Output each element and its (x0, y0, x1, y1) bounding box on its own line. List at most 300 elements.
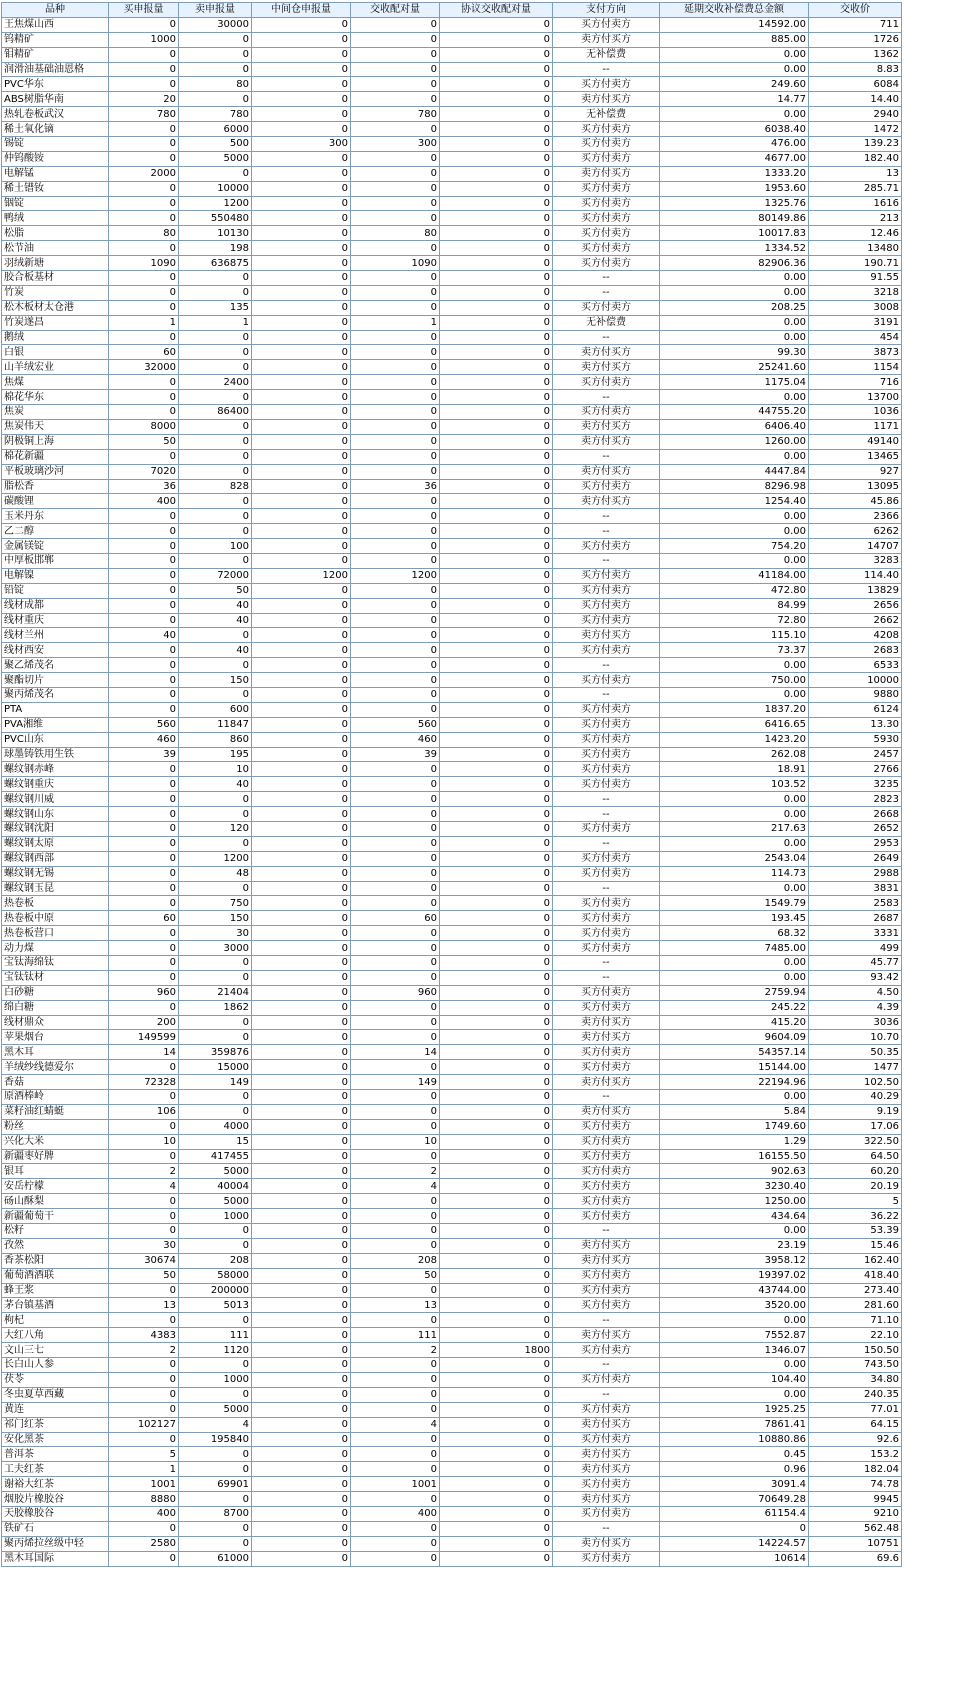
cell-variety: 香茶松阳 (2, 1253, 109, 1268)
cell-variety: 动力煤 (2, 941, 109, 956)
cell-agreement-matched-qty: 0 (440, 762, 553, 777)
cell-compensation-total: 0.00 (660, 47, 809, 62)
cell-compensation-total: 14592.00 (660, 17, 809, 32)
header-variety: 品种 (2, 3, 109, 18)
cell-delivery-price: 454 (809, 330, 902, 345)
cell-matched-qty: 0 (351, 643, 440, 658)
cell-variety: 天胶橡胶谷 (2, 1506, 109, 1521)
cell-variety: 文山三七 (2, 1343, 109, 1358)
cell-matched-qty: 13 (351, 1298, 440, 1313)
cell-compensation-total: 1925.25 (660, 1402, 809, 1417)
cell-variety: 白银 (2, 345, 109, 360)
cell-matched-qty: 0 (351, 1104, 440, 1119)
cell-compensation-total: 0 (660, 1521, 809, 1536)
cell-matched-qty: 1200 (351, 568, 440, 583)
cell-variety: 王焦煤山西 (2, 17, 109, 32)
cell-delivery-price: 53.39 (809, 1224, 902, 1239)
cell-buy-declared: 0 (109, 1551, 179, 1566)
cell-agreement-matched-qty: 0 (440, 151, 553, 166)
cell-payment-direction: 买方付卖方 (553, 375, 660, 390)
cell-agreement-matched-qty: 0 (440, 807, 553, 822)
cell-payment-direction: 买方付卖方 (553, 1432, 660, 1447)
cell-variety: 祁门红茶 (2, 1417, 109, 1432)
cell-agreement-matched-qty: 0 (440, 92, 553, 107)
cell-matched-qty: 0 (351, 687, 440, 702)
table-row (2, 613, 902, 628)
cell-matched-qty: 208 (351, 1253, 440, 1268)
cell-intermediate-declared: 0 (252, 1000, 351, 1015)
cell-agreement-matched-qty: 0 (440, 1462, 553, 1477)
cell-payment-direction: 买方付卖方 (553, 941, 660, 956)
cell-intermediate-declared: 0 (252, 390, 351, 405)
cell-payment-direction: -- (553, 390, 660, 405)
cell-buy-declared: 2 (109, 1343, 179, 1358)
cell-matched-qty: 0 (351, 271, 440, 286)
table-row (2, 1358, 902, 1373)
cell-payment-direction: -- (553, 524, 660, 539)
table-row (2, 1313, 902, 1328)
cell-agreement-matched-qty: 0 (440, 866, 553, 881)
cell-intermediate-declared: 0 (252, 956, 351, 971)
table-row (2, 1104, 902, 1119)
delivery-compensation-table (1, 2, 902, 1567)
cell-buy-declared: 960 (109, 985, 179, 1000)
cell-sell-declared: 111 (179, 1328, 252, 1343)
cell-intermediate-declared: 0 (252, 122, 351, 137)
cell-payment-direction: 卖方付买方 (553, 1417, 660, 1432)
cell-variety: 聚酯切片 (2, 673, 109, 688)
cell-intermediate-declared: 0 (252, 166, 351, 181)
cell-variety: 棉花华东 (2, 390, 109, 405)
cell-buy-declared: 2580 (109, 1536, 179, 1551)
cell-sell-declared: 0 (179, 360, 252, 375)
cell-variety: 中厚板邯郸 (2, 553, 109, 568)
cell-variety: 谢裕大红茶 (2, 1477, 109, 1492)
table-row (2, 1283, 902, 1298)
cell-matched-qty: 0 (351, 1194, 440, 1209)
cell-compensation-total: 0.00 (660, 792, 809, 807)
cell-variety: 宝钛钛材 (2, 970, 109, 985)
cell-sell-declared: 0 (179, 1238, 252, 1253)
cell-buy-declared: 0 (109, 196, 179, 211)
cell-delivery-price: 2649 (809, 851, 902, 866)
cell-payment-direction: -- (553, 449, 660, 464)
cell-delivery-price: 91.55 (809, 271, 902, 286)
table-row (2, 62, 902, 77)
cell-sell-declared: 0 (179, 271, 252, 286)
cell-agreement-matched-qty: 0 (440, 687, 553, 702)
header-delivery-price: 交收价 (809, 3, 902, 18)
cell-intermediate-declared: 0 (252, 479, 351, 494)
cell-compensation-total: 0.00 (660, 970, 809, 985)
cell-matched-qty: 0 (351, 673, 440, 688)
cell-intermediate-declared: 0 (252, 375, 351, 390)
cell-variety: 兴化大米 (2, 1134, 109, 1149)
cell-delivery-price: 4208 (809, 628, 902, 643)
cell-sell-declared: 208 (179, 1253, 252, 1268)
cell-payment-direction: 买方付卖方 (553, 1283, 660, 1298)
cell-compensation-total: 43744.00 (660, 1283, 809, 1298)
cell-buy-declared: 560 (109, 717, 179, 732)
cell-matched-qty: 1001 (351, 1477, 440, 1492)
cell-compensation-total: 16155.50 (660, 1149, 809, 1164)
cell-agreement-matched-qty: 0 (440, 464, 553, 479)
cell-compensation-total: 1254.40 (660, 494, 809, 509)
cell-intermediate-declared: 0 (252, 1045, 351, 1060)
cell-matched-qty: 0 (351, 762, 440, 777)
cell-sell-declared: 50 (179, 583, 252, 598)
table-row (2, 1090, 902, 1105)
cell-payment-direction: 买方付卖方 (553, 479, 660, 494)
cell-delivery-price: 9.19 (809, 1104, 902, 1119)
cell-intermediate-declared: 0 (252, 1313, 351, 1328)
cell-sell-declared: 0 (179, 47, 252, 62)
cell-variety: 烟胶片橡胶谷 (2, 1492, 109, 1507)
cell-buy-declared: 1000 (109, 32, 179, 47)
table-row (2, 643, 902, 658)
cell-matched-qty: 0 (351, 807, 440, 822)
cell-matched-qty: 0 (351, 1551, 440, 1566)
cell-agreement-matched-qty: 0 (440, 851, 553, 866)
cell-buy-declared: 0 (109, 866, 179, 881)
cell-agreement-matched-qty: 0 (440, 1551, 553, 1566)
cell-variety: 松脂 (2, 226, 109, 241)
cell-matched-qty: 0 (351, 1090, 440, 1105)
cell-buy-declared: 0 (109, 1402, 179, 1417)
cell-payment-direction: 卖方付买方 (553, 166, 660, 181)
cell-compensation-total: 9604.09 (660, 1030, 809, 1045)
cell-payment-direction: -- (553, 956, 660, 971)
cell-variety: 蜂王浆 (2, 1283, 109, 1298)
cell-variety: 羽绒新塘 (2, 256, 109, 271)
cell-sell-declared: 0 (179, 509, 252, 524)
table-row (2, 1462, 902, 1477)
cell-intermediate-declared: 0 (252, 196, 351, 211)
cell-payment-direction: 卖方付买方 (553, 628, 660, 643)
cell-agreement-matched-qty: 0 (440, 568, 553, 583)
cell-matched-qty: 0 (351, 196, 440, 211)
cell-compensation-total: 0.00 (660, 271, 809, 286)
cell-compensation-total: 434.64 (660, 1209, 809, 1224)
table-row (2, 717, 902, 732)
cell-buy-declared: 0 (109, 792, 179, 807)
cell-agreement-matched-qty: 0 (440, 285, 553, 300)
cell-variety: 线材成都 (2, 598, 109, 613)
cell-compensation-total: 0.00 (660, 1358, 809, 1373)
cell-delivery-price: 71.10 (809, 1313, 902, 1328)
cell-variety: 电解镍 (2, 568, 109, 583)
cell-payment-direction: 买方付卖方 (553, 151, 660, 166)
cell-buy-declared: 106 (109, 1104, 179, 1119)
cell-compensation-total: 18.91 (660, 762, 809, 777)
cell-sell-declared: 5000 (179, 1194, 252, 1209)
cell-buy-declared: 460 (109, 732, 179, 747)
table-row (2, 1477, 902, 1492)
cell-buy-declared: 4383 (109, 1328, 179, 1343)
cell-variety: PTA (2, 702, 109, 717)
cell-payment-direction: 卖方付买方 (553, 32, 660, 47)
table-row (2, 77, 902, 92)
cell-compensation-total: 0.00 (660, 330, 809, 345)
table-row (2, 315, 902, 330)
cell-agreement-matched-qty: 0 (440, 419, 553, 434)
header-intermediate-declared: 中间仓申报量 (252, 3, 351, 18)
cell-sell-declared: 500 (179, 137, 252, 152)
cell-delivery-price: 64.15 (809, 1417, 902, 1432)
cell-sell-declared: 0 (179, 956, 252, 971)
cell-delivery-price: 139.23 (809, 137, 902, 152)
header-row (2, 3, 902, 18)
cell-variety: 螺纹钢川威 (2, 792, 109, 807)
cell-variety: 铅锭 (2, 583, 109, 598)
cell-agreement-matched-qty: 0 (440, 1015, 553, 1030)
cell-compensation-total: 54357.14 (660, 1045, 809, 1060)
cell-sell-declared: 69901 (179, 1477, 252, 1492)
cell-sell-declared: 200000 (179, 1283, 252, 1298)
cell-buy-declared: 0 (109, 881, 179, 896)
cell-matched-qty: 0 (351, 1283, 440, 1298)
cell-intermediate-declared: 0 (252, 1209, 351, 1224)
cell-sell-declared: 0 (179, 1015, 252, 1030)
cell-payment-direction: 买方付卖方 (553, 732, 660, 747)
cell-intermediate-declared: 0 (252, 1447, 351, 1462)
cell-variety: 绵白糖 (2, 1000, 109, 1015)
cell-agreement-matched-qty: 0 (440, 1253, 553, 1268)
cell-payment-direction: -- (553, 881, 660, 896)
cell-intermediate-declared: 0 (252, 1343, 351, 1358)
cell-variety: 安化黑茶 (2, 1432, 109, 1447)
cell-buy-declared: 0 (109, 970, 179, 985)
cell-delivery-price: 5 (809, 1194, 902, 1209)
cell-sell-declared: 30 (179, 926, 252, 941)
cell-matched-qty: 0 (351, 881, 440, 896)
cell-sell-declared: 0 (179, 390, 252, 405)
cell-agreement-matched-qty: 0 (440, 1492, 553, 1507)
cell-agreement-matched-qty: 0 (440, 32, 553, 47)
cell-sell-declared: 86400 (179, 405, 252, 420)
cell-payment-direction: 买方付卖方 (553, 1343, 660, 1358)
cell-buy-declared: 200 (109, 1015, 179, 1030)
table-row (2, 181, 902, 196)
cell-buy-declared: 149599 (109, 1030, 179, 1045)
cell-intermediate-declared: 0 (252, 360, 351, 375)
cell-buy-declared: 0 (109, 62, 179, 77)
cell-buy-declared: 0 (109, 509, 179, 524)
table-row (2, 1209, 902, 1224)
cell-delivery-price: 213 (809, 211, 902, 226)
cell-variety: 松节油 (2, 241, 109, 256)
cell-buy-declared: 0 (109, 702, 179, 717)
header-payment-direction: 支付方向 (553, 3, 660, 18)
cell-sell-declared: 1000 (179, 1209, 252, 1224)
cell-agreement-matched-qty: 0 (440, 1209, 553, 1224)
cell-payment-direction: 无补偿费 (553, 47, 660, 62)
cell-intermediate-declared: 0 (252, 107, 351, 122)
cell-delivery-price: 190.71 (809, 256, 902, 271)
cell-buy-declared: 0 (109, 151, 179, 166)
cell-compensation-total: 902.63 (660, 1164, 809, 1179)
cell-delivery-price: 273.40 (809, 1283, 902, 1298)
cell-delivery-price: 1362 (809, 47, 902, 62)
cell-intermediate-declared: 0 (252, 1283, 351, 1298)
cell-variety: 乙二醇 (2, 524, 109, 539)
cell-variety: 螺纹钢山东 (2, 807, 109, 822)
cell-buy-declared: 0 (109, 583, 179, 598)
cell-compensation-total: 41184.00 (660, 568, 809, 583)
cell-buy-declared: 36 (109, 479, 179, 494)
cell-intermediate-declared: 0 (252, 1119, 351, 1134)
cell-compensation-total: 80149.86 (660, 211, 809, 226)
cell-compensation-total: 10880.86 (660, 1432, 809, 1447)
cell-payment-direction: 买方付卖方 (553, 1551, 660, 1566)
cell-delivery-price: 2652 (809, 821, 902, 836)
cell-intermediate-declared: 0 (252, 553, 351, 568)
cell-payment-direction: 买方付卖方 (553, 137, 660, 152)
cell-intermediate-declared: 0 (252, 687, 351, 702)
table-row (2, 553, 902, 568)
cell-compensation-total: 3958.12 (660, 1253, 809, 1268)
cell-sell-declared: 3000 (179, 941, 252, 956)
cell-intermediate-declared: 0 (252, 47, 351, 62)
cell-intermediate-declared: 0 (252, 732, 351, 747)
table-row (2, 1328, 902, 1343)
cell-buy-declared: 60 (109, 911, 179, 926)
cell-compensation-total: 4677.00 (660, 151, 809, 166)
table-row (2, 1179, 902, 1194)
cell-compensation-total: 68.32 (660, 926, 809, 941)
table-row (2, 107, 902, 122)
cell-intermediate-declared: 0 (252, 241, 351, 256)
cell-intermediate-declared: 0 (252, 315, 351, 330)
cell-buy-declared: 4 (109, 1179, 179, 1194)
cell-variety: 长白山人参 (2, 1358, 109, 1373)
cell-compensation-total: 61154.4 (660, 1506, 809, 1521)
cell-delivery-price: 418.40 (809, 1268, 902, 1283)
cell-compensation-total: 0.00 (660, 553, 809, 568)
cell-intermediate-declared: 0 (252, 1030, 351, 1045)
cell-agreement-matched-qty: 0 (440, 1298, 553, 1313)
cell-payment-direction: 卖方付买方 (553, 1462, 660, 1477)
cell-buy-declared: 0 (109, 77, 179, 92)
cell-variety: 冬虫夏草西藏 (2, 1387, 109, 1402)
cell-agreement-matched-qty: 0 (440, 181, 553, 196)
cell-intermediate-declared: 0 (252, 539, 351, 554)
cell-payment-direction: 卖方付买方 (553, 1328, 660, 1343)
cell-sell-declared: 0 (179, 166, 252, 181)
cell-variety: 螺纹钢重庆 (2, 777, 109, 792)
table-row (2, 539, 902, 554)
cell-intermediate-declared: 0 (252, 717, 351, 732)
cell-intermediate-declared: 0 (252, 271, 351, 286)
cell-matched-qty: 0 (351, 345, 440, 360)
cell-delivery-price: 50.35 (809, 1045, 902, 1060)
cell-delivery-price: 2656 (809, 598, 902, 613)
cell-buy-declared: 0 (109, 896, 179, 911)
cell-buy-declared: 0 (109, 956, 179, 971)
cell-delivery-price: 927 (809, 464, 902, 479)
cell-payment-direction: 卖方付买方 (553, 464, 660, 479)
cell-matched-qty: 0 (351, 494, 440, 509)
cell-sell-declared: 40 (179, 777, 252, 792)
cell-intermediate-declared: 0 (252, 1164, 351, 1179)
cell-variety: 螺纹钢无锡 (2, 866, 109, 881)
cell-buy-declared: 40 (109, 628, 179, 643)
cell-agreement-matched-qty: 0 (440, 732, 553, 747)
cell-variety: 焦炭伟天 (2, 419, 109, 434)
cell-matched-qty: 0 (351, 956, 440, 971)
cell-sell-declared: 0 (179, 285, 252, 300)
cell-delivery-price: 93.42 (809, 970, 902, 985)
cell-variety: PVC华东 (2, 77, 109, 92)
cell-buy-declared: 0 (109, 941, 179, 956)
table-row (2, 151, 902, 166)
cell-intermediate-declared: 0 (252, 628, 351, 643)
cell-compensation-total: 193.45 (660, 911, 809, 926)
cell-payment-direction: -- (553, 553, 660, 568)
table-row (2, 434, 902, 449)
cell-buy-declared: 400 (109, 1506, 179, 1521)
cell-variety: 原酒棒岭 (2, 1090, 109, 1105)
table-row (2, 211, 902, 226)
cell-payment-direction: 买方付卖方 (553, 598, 660, 613)
cell-intermediate-declared: 0 (252, 211, 351, 226)
cell-delivery-price: 1472 (809, 122, 902, 137)
cell-buy-declared: 1001 (109, 1477, 179, 1492)
cell-matched-qty: 400 (351, 1506, 440, 1521)
cell-delivery-price: 9880 (809, 687, 902, 702)
cell-sell-declared: 11847 (179, 717, 252, 732)
cell-sell-declared: 72000 (179, 568, 252, 583)
cell-agreement-matched-qty: 0 (440, 524, 553, 539)
cell-payment-direction: 卖方付买方 (553, 1030, 660, 1045)
cell-matched-qty: 0 (351, 285, 440, 300)
cell-delivery-price: 20.19 (809, 1179, 902, 1194)
cell-buy-declared: 5 (109, 1447, 179, 1462)
cell-compensation-total: 245.22 (660, 1000, 809, 1015)
cell-sell-declared: 0 (179, 1358, 252, 1373)
cell-sell-declared: 550480 (179, 211, 252, 226)
table-row (2, 598, 902, 613)
cell-sell-declared: 0 (179, 1090, 252, 1105)
cell-variety: 螺纹钢玉昆 (2, 881, 109, 896)
cell-matched-qty: 0 (351, 509, 440, 524)
cell-compensation-total: 1549.79 (660, 896, 809, 911)
cell-buy-declared: 0 (109, 17, 179, 32)
cell-buy-declared: 13 (109, 1298, 179, 1313)
cell-agreement-matched-qty: 0 (440, 985, 553, 1000)
cell-delivery-price: 2583 (809, 896, 902, 911)
cell-agreement-matched-qty: 0 (440, 583, 553, 598)
cell-delivery-price: 1616 (809, 196, 902, 211)
cell-payment-direction: 买方付卖方 (553, 181, 660, 196)
cell-payment-direction: 卖方付买方 (553, 1536, 660, 1551)
cell-variety: 黑木耳国际 (2, 1551, 109, 1566)
table-row (2, 1015, 902, 1030)
cell-variety: 螺纹钢沈阳 (2, 821, 109, 836)
table-row (2, 524, 902, 539)
cell-intermediate-declared: 0 (252, 1268, 351, 1283)
cell-variety: 钨精矿 (2, 32, 109, 47)
cell-matched-qty: 0 (351, 896, 440, 911)
cell-matched-qty: 0 (351, 539, 440, 554)
cell-delivery-price: 162.40 (809, 1253, 902, 1268)
cell-matched-qty: 0 (351, 851, 440, 866)
cell-variety: 聚丙烯茂名 (2, 687, 109, 702)
cell-compensation-total: 70649.28 (660, 1492, 809, 1507)
cell-sell-declared: 0 (179, 1492, 252, 1507)
cell-delivery-price: 1477 (809, 1060, 902, 1075)
cell-delivery-price: 8.83 (809, 62, 902, 77)
